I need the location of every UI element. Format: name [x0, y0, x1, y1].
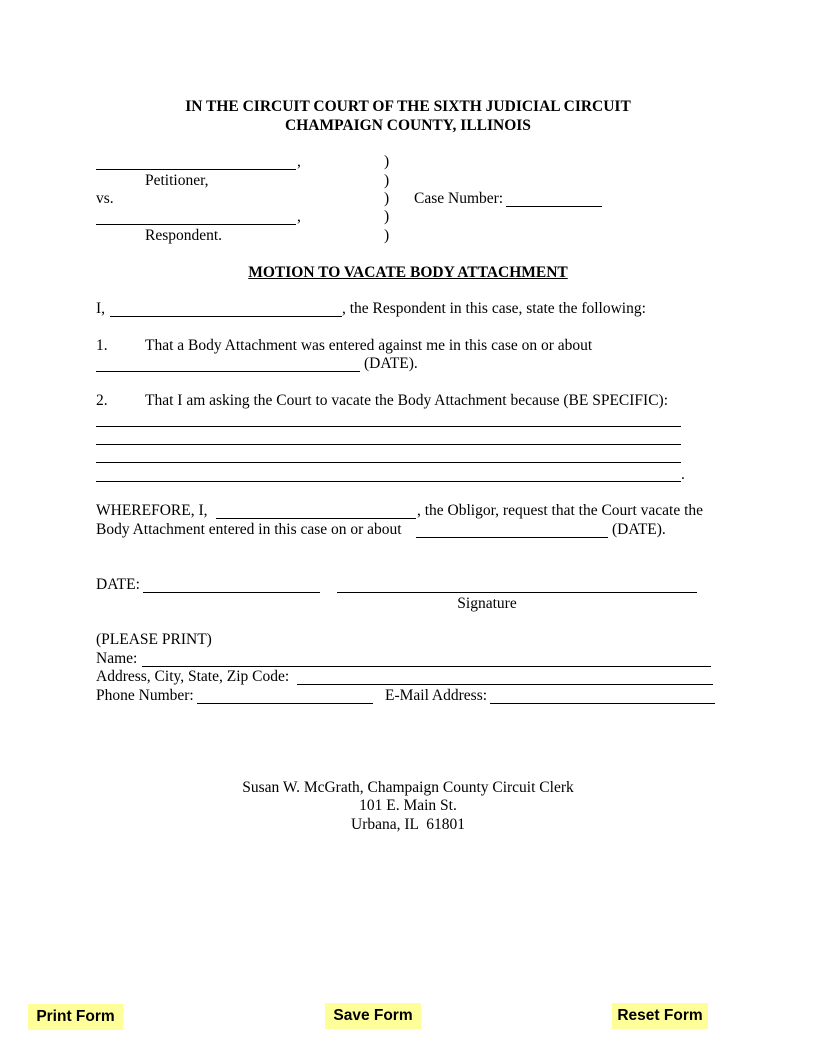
respondent-comma: , — [297, 208, 301, 225]
please-print-label: (PLEASE PRINT) — [96, 631, 212, 648]
intro-suffix: , the Respondent in this case, state the following: — [342, 300, 646, 317]
clerk-name: Susan W. McGrath, Champaign County Circuit Clerk — [242, 779, 574, 796]
caption-paren: ) — [384, 190, 390, 207]
phone-field[interactable] — [197, 703, 373, 704]
reset-form-button[interactable]: Reset Form — [612, 1003, 708, 1029]
item1-text: That a Body Attachment was entered against me in this case on or about — [145, 337, 593, 354]
date-field[interactable] — [143, 592, 320, 593]
save-form-button[interactable]: Save Form — [325, 1003, 421, 1029]
vs-label: vs. — [96, 190, 114, 207]
intro-prefix: I, — [96, 300, 106, 317]
wherefore-prefix: WHEREFORE, I, — [96, 502, 208, 519]
wherefore-middle: , the Obligor, request that the Court vacate the — [417, 502, 704, 519]
phone-label: Phone Number: — [96, 687, 194, 704]
county-heading: CHAMPAIGN COUNTY, ILLINOIS — [285, 117, 531, 134]
address-label: Address, City, State, Zip Code: — [96, 668, 290, 685]
clerk-city: Urbana, IL 61801 — [351, 816, 465, 833]
reason-line-2[interactable] — [96, 444, 681, 445]
item2-number: 2. — [96, 392, 108, 409]
item2-text: That I am asking the Court to vacate the Body Attachment because (BE SPECIFIC): — [145, 392, 669, 409]
case-number-line[interactable] — [506, 206, 602, 207]
caption-paren: ) — [384, 172, 390, 189]
email-label: E-Mail Address: — [385, 687, 488, 704]
wherefore-line2: Body Attachment entered in this case on or about — [96, 521, 402, 538]
signature-line[interactable] — [337, 592, 697, 593]
item1-number: 1. — [96, 337, 108, 354]
respondent-name-line[interactable] — [96, 224, 296, 225]
respondent-label: Respondent. — [145, 227, 223, 244]
motion-title: MOTION TO VACATE BODY ATTACHMENT — [248, 264, 568, 281]
name-label: Name: — [96, 650, 138, 667]
caption-paren: ) — [384, 227, 390, 244]
obligor-name-field[interactable] — [216, 518, 416, 519]
reason-line-3[interactable] — [96, 462, 681, 463]
court-heading: IN THE CIRCUIT COURT OF THE SIXTH JUDICIAL CIRCUIT — [185, 98, 631, 115]
entered-date-field[interactable] — [416, 537, 608, 538]
email-field[interactable] — [490, 703, 715, 704]
petitioner-name-line[interactable] — [96, 169, 296, 170]
petitioner-label: Petitioner, — [145, 172, 209, 189]
name-field[interactable] — [142, 666, 711, 667]
caption-paren: ) — [384, 153, 390, 170]
petitioner-comma: , — [297, 153, 301, 170]
signature-label: Signature — [457, 595, 517, 612]
print-form-button[interactable]: Print Form — [28, 1004, 123, 1030]
reason-line-1[interactable] — [96, 426, 681, 427]
caption-paren: ) — [384, 208, 390, 225]
attachment-date-field[interactable] — [96, 371, 360, 372]
case-number-label: Case Number: — [414, 190, 504, 207]
date-label: DATE: — [96, 576, 140, 593]
reason-end-period: . — [681, 466, 685, 483]
reason-line-4[interactable] — [96, 481, 681, 482]
wherefore-date-suffix: (DATE). — [612, 521, 666, 538]
address-field[interactable] — [297, 684, 713, 685]
item1-date-suffix: (DATE). — [364, 355, 418, 372]
clerk-street: 101 E. Main St. — [359, 797, 457, 814]
respondent-name-field[interactable] — [110, 316, 342, 317]
